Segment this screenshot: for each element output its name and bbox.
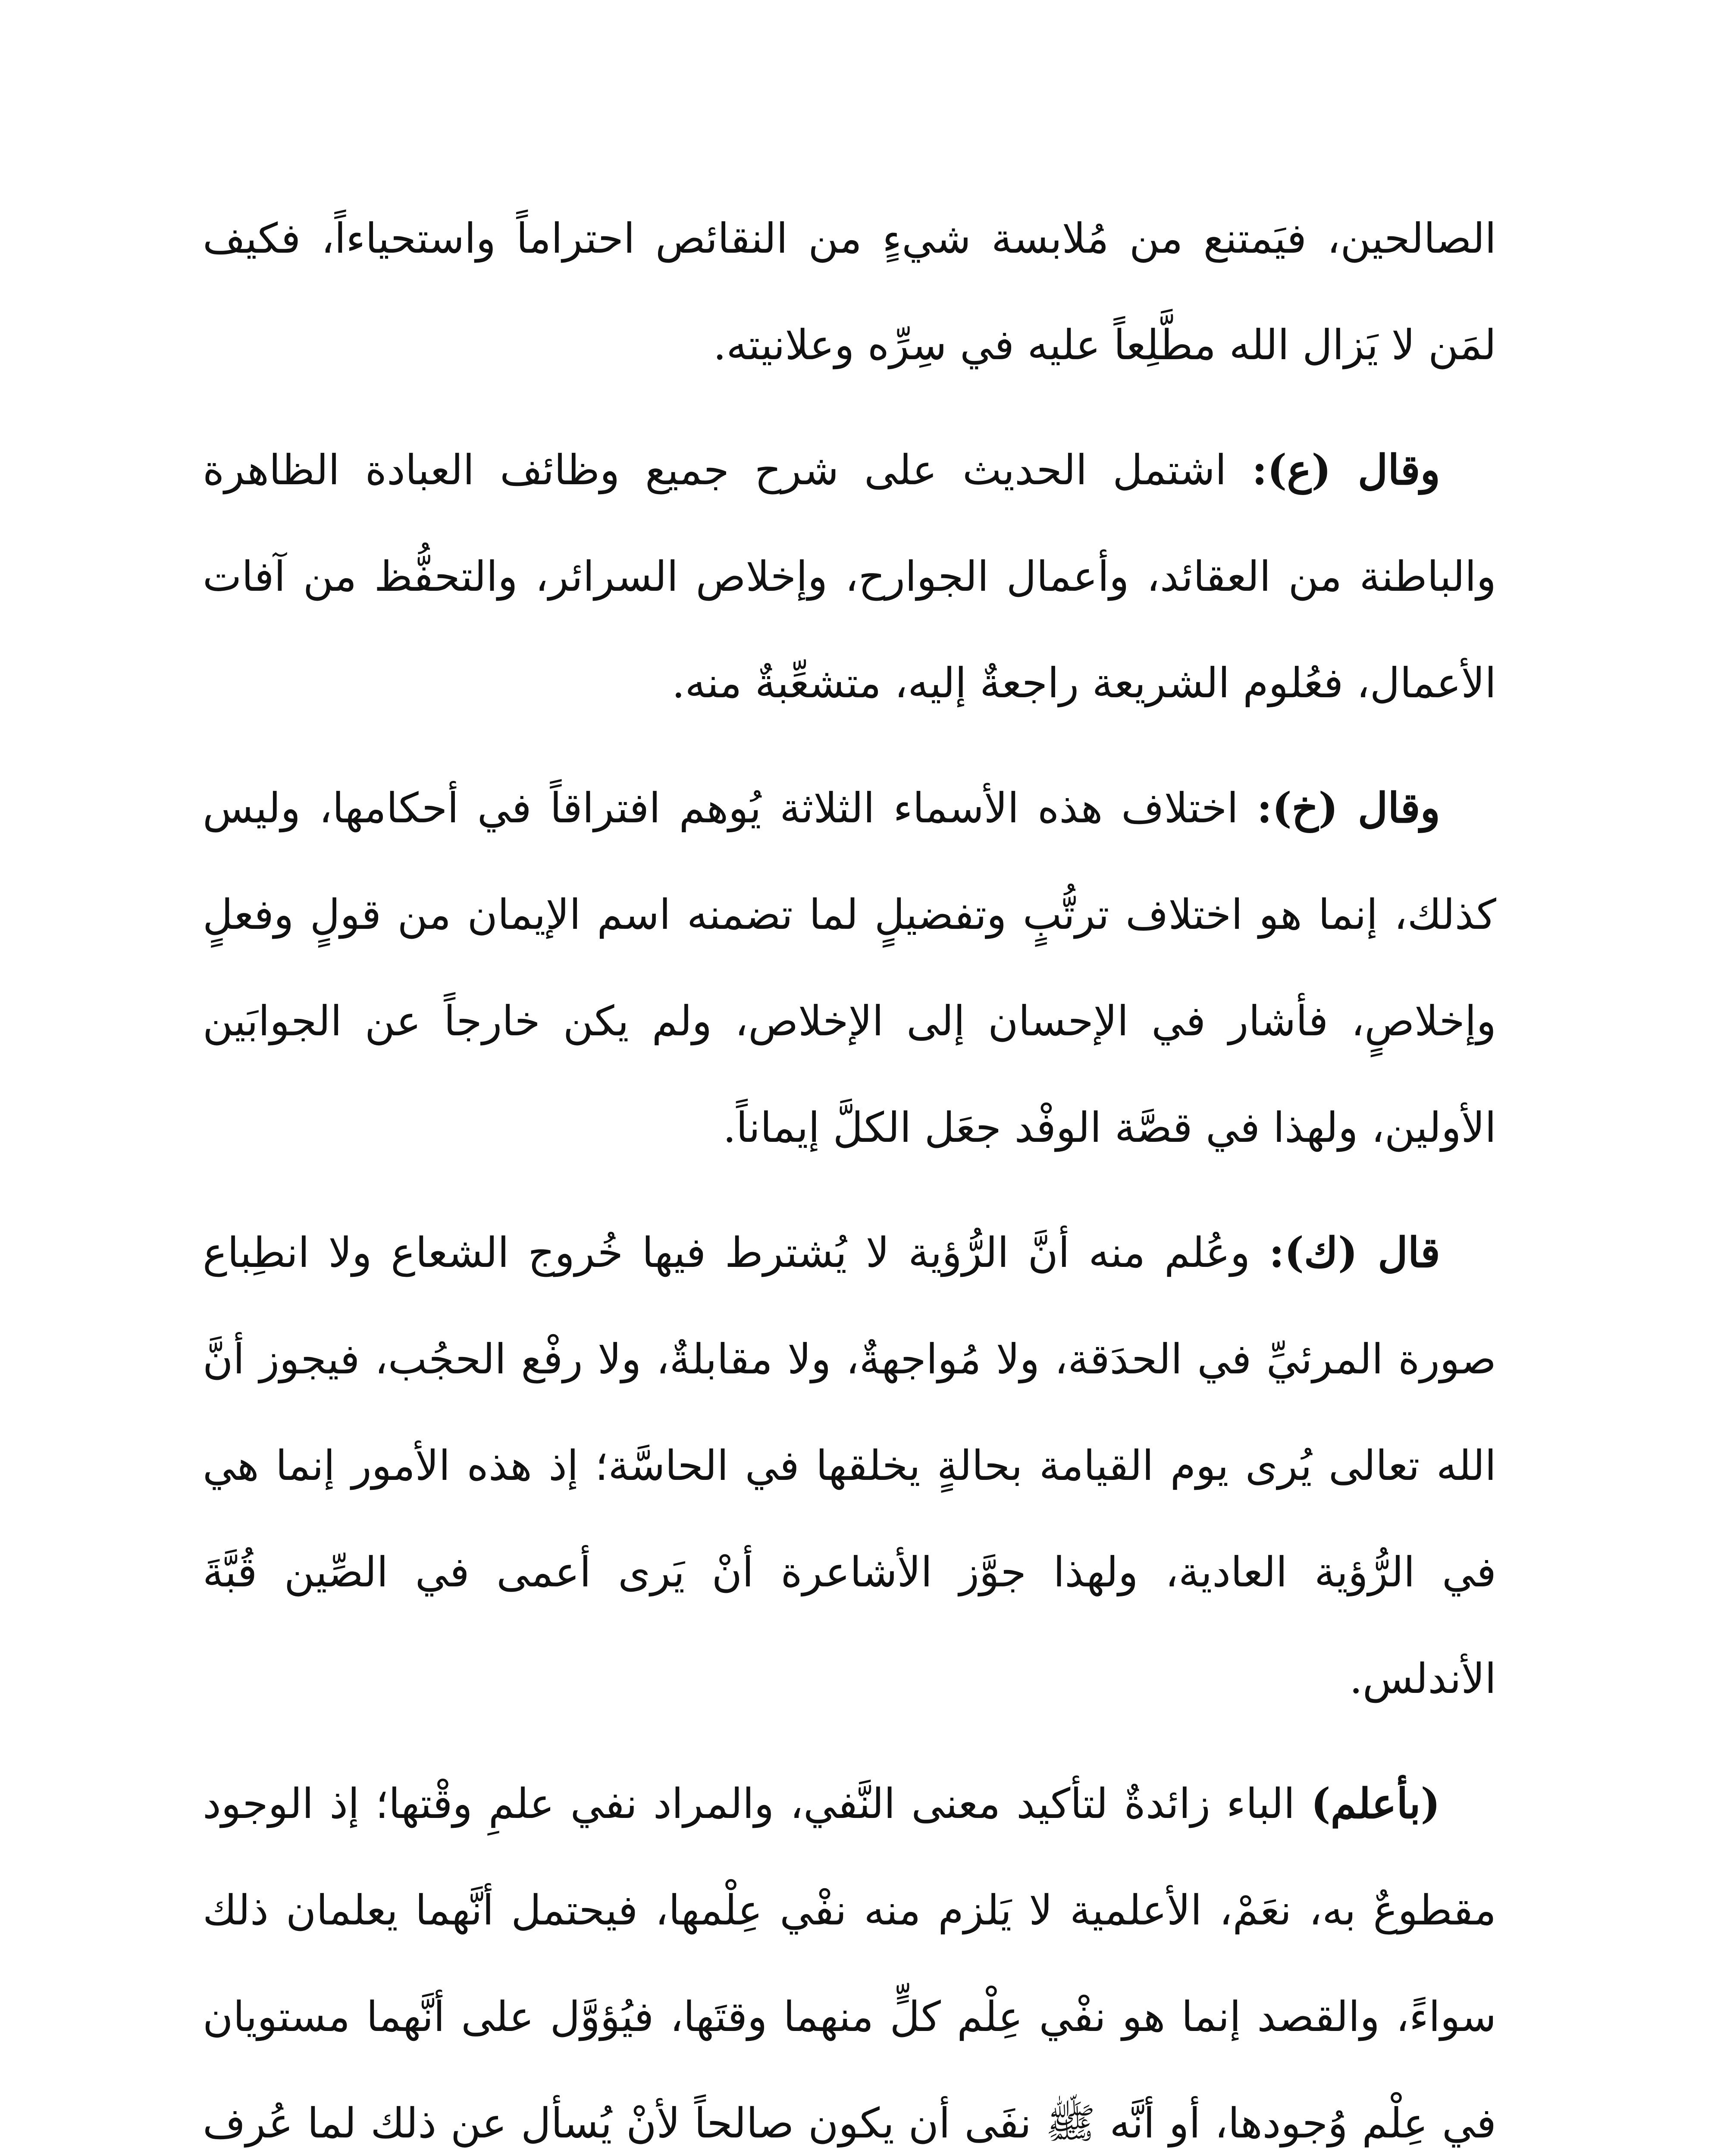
- paragraph-5: [203, 1750, 1496, 2156]
- paragraph-4-lead: قال (ك):: [1269, 1228, 1441, 1277]
- paragraph-4-text: وعُلم منه أنَّ الرُّؤية لا يُشترط فيها خُروج الشعاع ولا انطِباع صورة المرئيِّ في الحدَقة، ولا مُواجهةٌ، ولا مقابلةٌ، ولا رفْع الحجُب، فيجوز أنَّ الله تعالى يُرى يوم القيامة بحالةٍ يخلقها في الحاسَّة؛ إذ هذه الأمور إنما هي في الرُّؤية العادية، ولهذا جوَّز الأشاعرة أنْ يَرى أعمى في الصِّين قُبَّةَ الأندلس.: [203, 1228, 1497, 1703]
- paragraph-2-lead: وقال (ع):: [1252, 445, 1441, 494]
- paragraph-5-lead: (بأعلم): [1311, 1779, 1440, 1828]
- paragraph-5-text: الباء زائدةٌ لتأكيد معنى النَّفي، والمراد نفي علمِ وقْتها؛ إذ الوجود مقطوعٌ به، نعَمْ، الأعلمية لا يَلزم منه نفْي عِلْمها، فيحتمل أنَّهما يعلمان ذلك سواءً، والقصد إنما هو نفْي عِلْم كلٍّ منهما وقتَها، فيُؤوَّل على أنَّهما مستويان في عِلْم وُجودها، أو أنَّه ﷺ نفَى أن يكون صالحاً لأنْ يُسأل عن ذلك لما عُرف: [203, 1780, 1496, 2147]
- paragraph-2: [203, 417, 1496, 736]
- paragraph-3: [203, 755, 1496, 1181]
- paragraph-3-text: اختلاف هذه الأسماء الثلاثة يُوهم افتراقاً في أحكامها، وليس كذلك، إنما هو اختلاف ترتُّبٍ وتفضيلٍ لما تضمنه اسم الإيمان من قولٍ وفعلٍ وإخلاصٍ، فأشار في الإحسان إلى الإخلاص، ولم يكن خارجاً عن الجوابَين الأولين، ولهذا في قصَّة الوفْد جعَل الكلَّ إيماناً.: [203, 784, 1497, 1152]
- paragraph-1: [203, 185, 1496, 398]
- paragraph-3-lead: وقال (خ):: [1257, 783, 1441, 832]
- paragraph-4: [203, 1199, 1496, 1732]
- paragraph-1-text: الصالحين، فيَمتنع من مُلابسة شيءٍ من النقائص احتراماً واستحياءاً، فكيف لمَن لا يَزال الله مطَّلِعاً عليه في سِرِّه وعلانيته.: [203, 214, 1496, 369]
- body-text: [203, 185, 1496, 2156]
- paragraph-2-text: اشتمل الحديث على شرح جميع وظائف العبادة الظاهرة والباطنة من العقائد، وأعمال الجوارح، وإخلاص السرائر، والتحفُّظ من آفات الأعمال، فعُلوم الشريعة راجعةٌ إليه، متشعِّبةٌ منه.: [203, 446, 1496, 707]
